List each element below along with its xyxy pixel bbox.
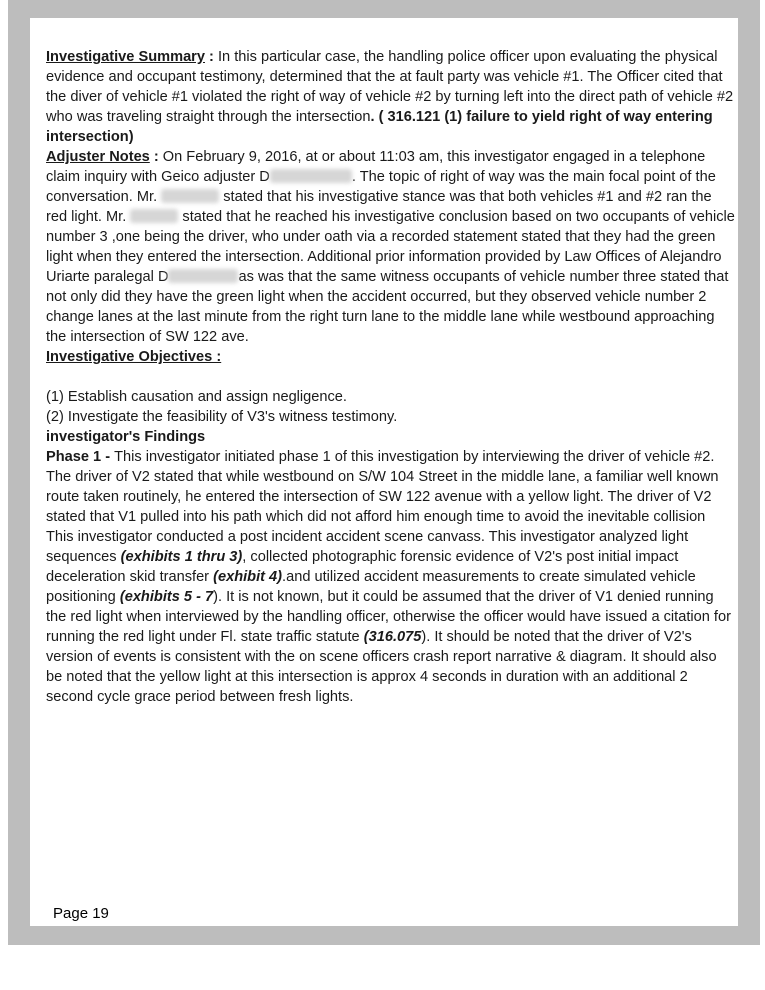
statute-ref: (316.075 xyxy=(363,629,422,645)
phase-label: Phase 1 - xyxy=(46,449,115,465)
summary-text: In this particular case, the handling police officer upon evaluating the physical evidence and occupant testimony, determined that the at fault party was vehicle #1. The Officer cited that the diver of vehicle #1 violated the right of way of vehicle #2 by turning left into the direct path of vehicle #2 who was traveling straight through the intersection xyxy=(46,49,734,125)
objectives-heading-text: Investigative Objectives : xyxy=(46,349,222,365)
phase-1-paragraph xyxy=(46,447,736,707)
exhibit-ref: (exhibit 4) xyxy=(213,569,283,585)
spacer xyxy=(46,367,736,387)
adjuster-heading: Adjuster Notes xyxy=(46,149,150,165)
exhibit-ref: (exhibits 1 thru 3) xyxy=(120,549,243,565)
investigative-summary xyxy=(46,47,736,147)
adjuster-text-1: On February 9, 2016, at or about 11:03 am, this investigator engaged in a telephone claim inquiry with Geico adjuster D xyxy=(46,149,706,185)
document-body xyxy=(46,47,736,707)
objective-item: (1) Establish causation and assign negligence. xyxy=(46,389,347,405)
adjuster-text-5: as was that the same witness occupants of vehicle number three stated that not only did they have the green light when the accident occurred, but they observed vehicle number 2 change lanes at the last minute from the right turn lane to the middle lane while westbound approaching the intersection of SW 122 ave. xyxy=(46,269,729,345)
redaction-mark xyxy=(161,189,219,203)
phase-text-1: This investigator initiated phase 1 of this investigation by interviewing the driver of vehicle #2. The driver of V2 stated that while westbound on S/W 104 Street in the middle lane, a familiar well known route taken routinely, he entered the intersection of SW 122 avenue with a yellow light. The driver of V2 stated that V1 pulled into his path which did not afford him enough time to avoid the inevitable collision This investigator conducted a post incident accident scene canvass. This investigator analyzed light sequences xyxy=(46,449,719,565)
objective-item: (2) Investigate the feasibility of V3's witness testimony. xyxy=(46,409,398,425)
adjuster-text-3: stated that his investigative stance was that both vehicles #1 and #2 ran the red light. Mr. xyxy=(46,189,712,225)
redaction-mark xyxy=(130,209,178,223)
adjuster-text-2: . The topic of right of way was the main focal point of the conversation. Mr. xyxy=(46,169,716,205)
adjuster-text-4: stated that he reached his investigative conclusion based on two occupants of vehicle number 3 ,one being the driver, who under oath via a recorded statement stated that they had the green light when they entered the intersection. Additional prior information provided by Law Offices of Alejandro Uriarte paralegal D xyxy=(46,209,735,285)
redaction-mark xyxy=(270,169,352,183)
phase-text-5: ). It should be noted that the driver of V2's version of events is consistent with the on scene officers crash report narrative & diagram. It should also be noted that the yellow light at this intersection is approx 4 seconds in duration with an additional 2 second cycle grace period between fresh lights. xyxy=(46,629,717,705)
findings-heading: investigator's Findings xyxy=(46,429,206,445)
adjuster-notes xyxy=(46,147,736,347)
phase-text-3: .and utilized accident measurements to create simulated vehicle positioning xyxy=(46,569,696,605)
objectives-heading xyxy=(46,347,736,367)
summary-heading: Investigative Summary xyxy=(46,49,205,65)
summary-statute: . ( 316.121 (1) failure to yield right of way entering intersection) xyxy=(46,109,713,145)
summary-colon: : xyxy=(204,49,218,65)
exhibit-ref: (exhibits 5 - 7 xyxy=(119,589,214,605)
phase-text-4: ). It is not known, but it could be assumed that the driver of V1 denied running the red light when interviewed by the handling officer, otherwise the officer would have issued a citation for running the red light under Fl. state traffic statute xyxy=(46,589,731,645)
adjuster-colon: : xyxy=(149,149,163,165)
page-number: Page 19 xyxy=(53,905,109,922)
redaction-mark xyxy=(168,269,238,283)
phase-text-2: , collected photographic forensic evidence of V2's post initial impact deceleration skid transfer xyxy=(46,549,679,585)
